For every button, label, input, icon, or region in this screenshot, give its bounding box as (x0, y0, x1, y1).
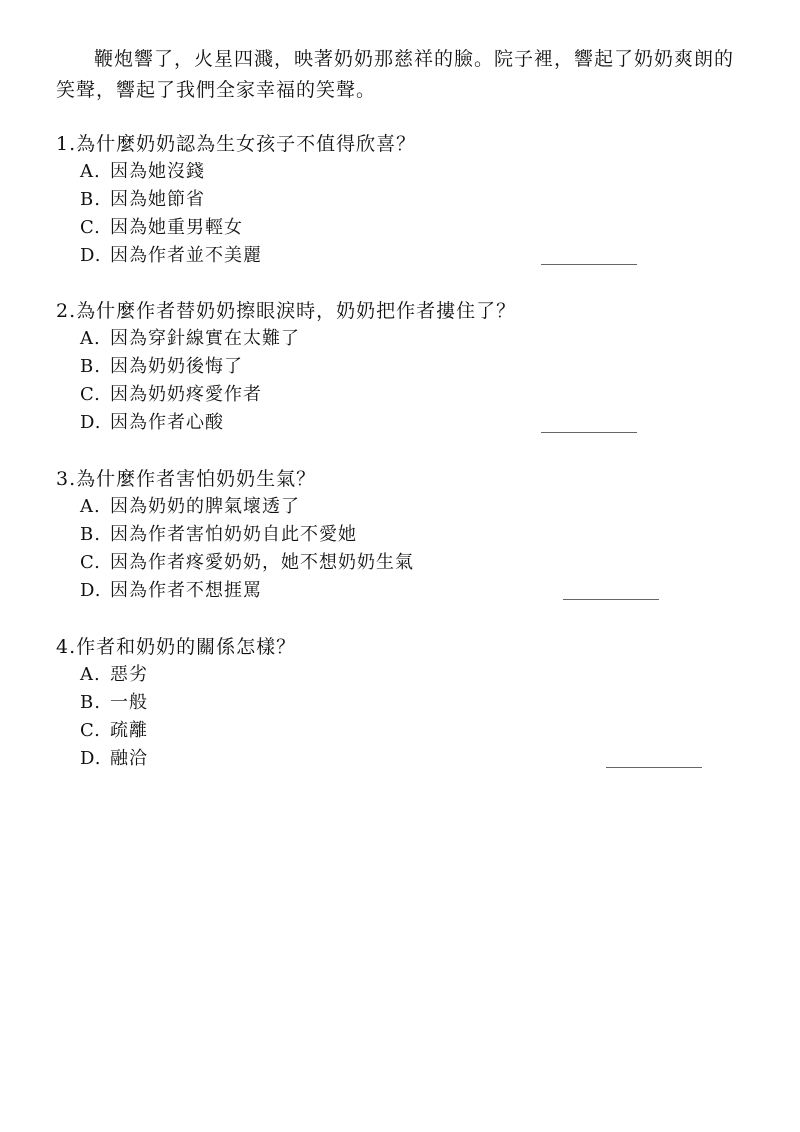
option-c (80, 549, 756, 577)
option-letter: C. (80, 217, 101, 238)
question-stem: 1.為什麼奶奶認為生女孩子不值得欣喜？ (56, 133, 417, 155)
option-d (80, 745, 756, 773)
option-a (80, 493, 756, 521)
reading-passage: 鞭炮響了，火星四濺，映著奶奶那慈祥的臉。院子裡，響起了奶奶爽朗的笑聲，響起了我們全家幸福的笑聲。 (56, 48, 735, 101)
option-letter: C. (80, 720, 101, 741)
option-text: 因為作者疼愛奶奶，她不想奶奶生氣 (110, 552, 414, 573)
option-letter: B. (80, 524, 101, 545)
option-letter: C. (80, 552, 101, 573)
option-a (80, 325, 756, 353)
option-text: 因為穿針線實在太難了 (110, 328, 300, 349)
option-letter: A. (80, 496, 101, 517)
option-list (56, 493, 756, 605)
option-letter: D. (80, 748, 102, 769)
option-letter: C. (80, 384, 101, 405)
option-letter: A. (80, 328, 101, 349)
option-text: 因為作者不想捱罵 (110, 580, 262, 601)
option-letter: D. (80, 412, 102, 433)
option-a (80, 661, 756, 689)
option-b (80, 353, 756, 381)
option-d (80, 242, 756, 270)
option-list (56, 661, 756, 773)
option-letter: D. (80, 580, 102, 601)
option-letter: D. (80, 245, 102, 266)
option-text: 一般 (110, 692, 148, 713)
option-letter: A. (80, 664, 101, 685)
option-a (80, 158, 756, 186)
option-b (80, 186, 756, 214)
option-text: 因為她節省 (110, 189, 205, 210)
option-text: 因為作者害怕奶奶自此不愛她 (110, 524, 357, 545)
option-letter: B. (80, 692, 101, 713)
option-c (80, 214, 756, 242)
option-text: 因為奶奶後悔了 (110, 356, 243, 377)
option-c (80, 381, 756, 409)
question-4 (56, 633, 756, 773)
option-letter: B. (80, 356, 101, 377)
question-stem: 4.作者和奶奶的關係怎樣？ (56, 636, 297, 658)
answer-line-4[interactable] (606, 767, 702, 768)
option-b (80, 689, 756, 717)
option-text: 融洽 (110, 748, 148, 769)
option-letter: A. (80, 161, 101, 182)
option-text: 因為她沒錢 (110, 161, 205, 182)
question-3 (56, 465, 756, 605)
option-text: 因為作者心酸 (110, 412, 224, 433)
answer-line-2[interactable] (541, 432, 637, 433)
option-text: 因為她重男輕女 (110, 217, 243, 238)
option-c (80, 717, 756, 745)
option-d (80, 409, 756, 437)
option-d (80, 577, 756, 605)
option-text: 因為奶奶疼愛作者 (110, 384, 262, 405)
question-stem: 2.為什麼作者替奶奶擦眼淚時，奶奶把作者摟住了？ (56, 300, 517, 322)
option-list (56, 325, 756, 437)
option-text: 因為作者並不美麗 (110, 245, 262, 266)
answer-line-3[interactable] (563, 599, 659, 600)
question-stem: 3.為什麼作者害怕奶奶生氣？ (56, 468, 317, 490)
answer-line-1[interactable] (541, 264, 637, 265)
option-b (80, 521, 756, 549)
question-1 (56, 130, 756, 270)
option-text: 惡劣 (110, 664, 148, 685)
option-text: 因為奶奶的脾氣壞透了 (110, 496, 300, 517)
option-text: 疏離 (110, 720, 148, 741)
option-letter: B. (80, 189, 101, 210)
option-list (56, 158, 756, 270)
question-2 (56, 297, 756, 437)
